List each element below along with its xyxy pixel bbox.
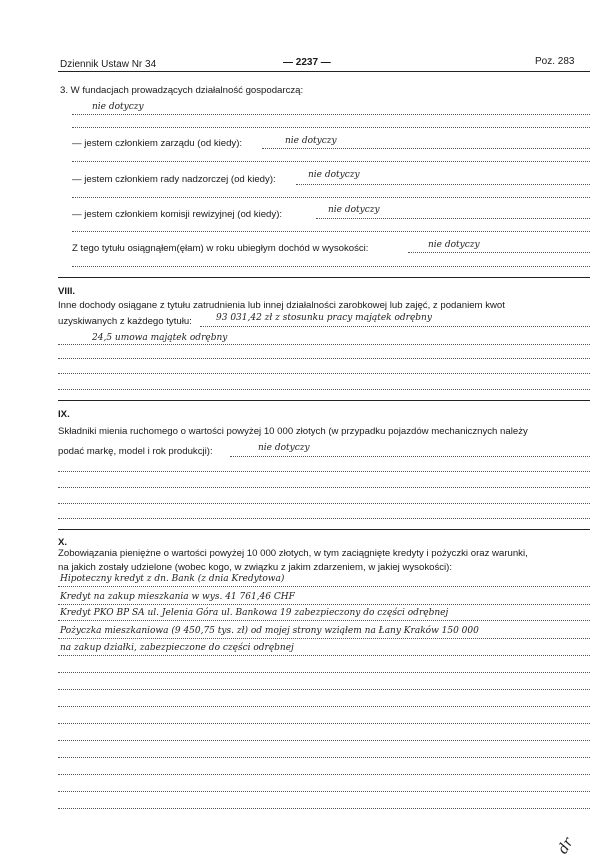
board-answer: nie dotyczy (285, 136, 337, 146)
signature: dr (554, 835, 577, 857)
dotted-line (58, 808, 590, 809)
section9-line2: podać markę, model i rok produkcji): (58, 446, 213, 457)
dotted-line (58, 586, 590, 587)
section8-line2: uzyskiwanych z każdego tytułu: (58, 316, 192, 327)
journal-title: Dziennik Ustaw Nr 34 (60, 59, 157, 70)
section10-line2: na jakich zostały udzielone (wobec kogo, w związku z jakim zdarzeniem, w jakiej wysokości): (58, 562, 453, 573)
audit-label: — jestem członkiem komisji rewizyjnej (od kiedy): (72, 209, 283, 220)
section10-answer-2: Kredyt na zakup mieszkania w wys. 41 761,46 CHF (60, 592, 295, 602)
dotted-line (72, 197, 590, 198)
dotted-line (58, 344, 590, 345)
board-label: — jestem członkiem zarządu (od kiedy): (72, 138, 243, 149)
dotted-line (58, 389, 590, 390)
section3-answer: nie dotyczy (92, 102, 144, 112)
section8-answer-1: 93 031,42 zł z stosunku pracy majątek odrębny (216, 313, 432, 323)
supervisory-label: — jestem członkiem rady nadzorczej (od kiedy): (72, 174, 276, 185)
section-divider (58, 529, 590, 530)
header-rule (58, 71, 590, 72)
dotted-line (58, 373, 590, 374)
dotted-line (58, 620, 590, 621)
income-label: Z tego tytułu osiągnąłem(ęłam) w roku ubiegłym dochód w wysokości: (72, 243, 369, 254)
dotted-line (408, 252, 590, 253)
dotted-line (58, 518, 590, 519)
section8-line1: Inne dochody osiągane z tytułu zatrudnienia lub innej działalności zarobkowej lub zajęć, z podaniem kwot (58, 300, 505, 311)
dotted-line (230, 456, 590, 457)
dotted-line (58, 487, 590, 488)
dotted-line (72, 266, 590, 267)
section10-number: X. (58, 537, 68, 548)
section-divider (58, 400, 590, 401)
section-divider (58, 277, 590, 278)
page-number: — 2237 — (283, 57, 331, 68)
dotted-line (58, 471, 590, 472)
dotted-line (200, 326, 590, 327)
position-number: Poz. 283 (535, 56, 575, 67)
dotted-line (58, 604, 590, 605)
section9-line1: Składniki mienia ruchomego o wartości powyżej 10 000 złotych (w przypadku pojazdów mechanicznych należy (58, 426, 528, 437)
section10-answer-5: na zakup działki, zabezpieczone do części odrębnej (60, 643, 294, 653)
section10-line1: Zobowiązania pieniężne o wartości powyżej 10 000 złotych, w tym zaciągnięte kredyty i pożyczki oraz warunki, (58, 548, 528, 559)
dotted-line (72, 127, 590, 128)
section3-title: 3. W fundacjach prowadzących działalność gospodarczą: (60, 85, 304, 96)
section10-answer-3: Kredyt PKO BP SA ul. Jelenia Góra ul. Bankowa 19 zabezpieczony do części odrębnej (60, 608, 449, 618)
dotted-line (72, 114, 590, 115)
section10-answer-1: Hipoteczny kredyt z dn. Bank (z dnia Kredytowa) (60, 574, 285, 584)
dotted-line (58, 672, 590, 673)
dotted-line (58, 503, 590, 504)
income-answer: nie dotyczy (428, 240, 480, 250)
dotted-line (58, 638, 590, 639)
dotted-line (58, 655, 590, 656)
dotted-line (316, 218, 590, 219)
dotted-line (72, 161, 590, 162)
section10-answer-4: Pożyczka mieszkaniowa (9 450,75 tys. zł) od mojej strony wziąłem na Łany Kraków 150 000 (60, 626, 479, 636)
dotted-line (58, 757, 590, 758)
section8-answer-2: 24,5 umowa majątek odrębny (92, 333, 228, 343)
supervisory-answer: nie dotyczy (308, 170, 360, 180)
section9-answer: nie dotyczy (258, 443, 310, 453)
dotted-line (58, 358, 590, 359)
dotted-line (58, 706, 590, 707)
dotted-line (58, 791, 590, 792)
dotted-line (296, 184, 590, 185)
section8-number: VIII. (58, 286, 76, 297)
dotted-line (58, 740, 590, 741)
dotted-line (72, 231, 590, 232)
audit-answer: nie dotyczy (328, 205, 380, 215)
dotted-line (262, 148, 590, 149)
dotted-line (58, 774, 590, 775)
dotted-line (58, 723, 590, 724)
dotted-line (58, 689, 590, 690)
section9-number: IX. (58, 409, 70, 420)
